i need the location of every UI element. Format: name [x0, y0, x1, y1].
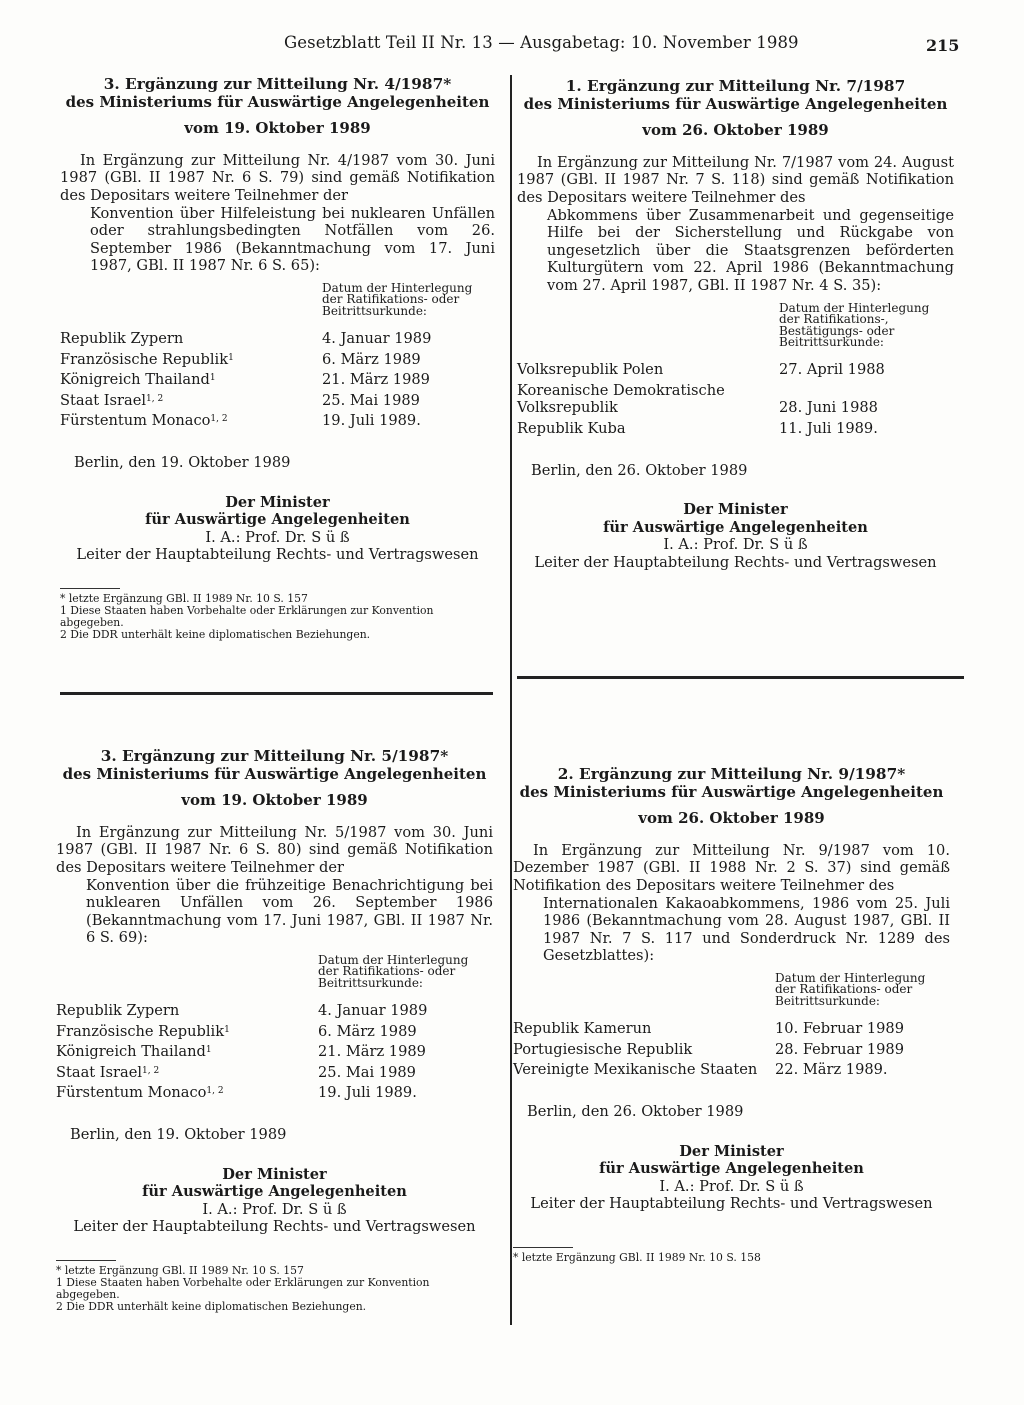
footnote-ref: 1 — [224, 1024, 230, 1035]
state-date: 25. Mai 1989 — [318, 1063, 416, 1081]
state-date: 11. Juli 1989. — [779, 419, 878, 437]
footnote: 2 Die DDR unterhält keine diplomatischen Beziehungen. — [56, 1299, 367, 1313]
state-row — [60, 368, 495, 389]
signature-title: Der Minister — [679, 1142, 784, 1160]
column-heading — [322, 280, 495, 318]
footnotes — [513, 1252, 950, 1264]
signature-role: Leiter der Hauptabteilung Rechts- und Vertragswesen — [76, 546, 479, 564]
place-date: Berlin, den 19. Oktober 1989 — [74, 453, 291, 471]
state-name: Republik Zypern — [60, 330, 184, 348]
state-row — [60, 348, 495, 369]
section-title: 3. Ergänzung zur Mitteilung Nr. 4/1987* — [103, 75, 452, 93]
header-title: Gesetzblatt Teil II Nr. 13 — Ausgabetag: 10. November 1989 — [284, 33, 799, 52]
state-date: 19. Juli 1989. — [318, 1084, 417, 1102]
state-date: 6. März 1989 — [322, 350, 421, 368]
state-row — [60, 389, 495, 410]
signature-role: Leiter der Hauptabteilung Rechts- und Vertragswesen — [534, 553, 937, 571]
column-heading-line: Datum der Hinterlegung — [779, 300, 930, 315]
state-name: Französische Republik — [56, 1022, 225, 1040]
state-row — [60, 409, 495, 430]
section-title: 3. Ergänzung zur Mitteilung Nr. 5/1987* — [100, 747, 449, 765]
state-row — [513, 1058, 950, 1079]
states-list — [56, 999, 493, 1102]
state-name: Französische Republik — [60, 350, 229, 368]
signature-ministry: für Auswärtige Angelegenheiten — [145, 511, 410, 529]
signature-role: Leiter der Hauptabteilung Rechts- und Vertragswesen — [530, 1195, 933, 1213]
section-title: 1. Ergänzung zur Mitteilung Nr. 7/1987 — [565, 77, 906, 95]
footnote-rule — [56, 1260, 116, 1261]
footnote-ref: 1 — [209, 373, 216, 384]
footnote: * letzte Ergänzung GBl. II 1989 Nr. 10 S. 158 — [513, 1250, 761, 1264]
signature-block — [56, 1166, 493, 1236]
state-name: Fürstentum Monaco — [60, 412, 211, 430]
state-row — [517, 417, 954, 438]
signature-ministry: für Auswärtige Angelegenheiten — [142, 1183, 407, 1201]
footnote: 1 Diese Staaten haben Vorbehalte oder Erklärungen zur Konvention abgegeben. — [60, 603, 434, 629]
state-name: Fürstentum Monaco — [56, 1084, 207, 1102]
signature-block — [517, 501, 954, 571]
footnote-rule — [60, 588, 120, 589]
footnote: * letzte Ergänzung GBl. II 1989 Nr. 10 S. 157 — [56, 1263, 304, 1277]
signature-name: I. A.: Prof. Dr. S ü ß — [663, 536, 808, 554]
signature-block — [60, 494, 495, 564]
column-heading-line: der Ratifikations- oder — [775, 982, 913, 997]
intro-paragraph: In Ergänzung zur Mitteilung Nr. 4/1987 vom 30. Juni 1987 (GBl. II 1987 Nr. 6 S. 79) sind gemäß Notifikation des Depositars weitere Teilnehmer der — [60, 151, 495, 204]
state-date: 19. Juli 1989. — [322, 412, 421, 430]
footnote: 1 Diese Staaten haben Vorbehalte oder Erklärungen zur Konvention abgegeben. — [56, 1275, 430, 1301]
treaty-paragraph: Konvention über Hilfeleistung bei nuklearen Unfällen oder strahlungsbedingten Notfällen vom 26. September 1986 (Bekanntmachung vom 17. Juni 1987, GBl. II 1987 Nr. 6 S. 65): — [90, 204, 495, 275]
state-row — [517, 359, 954, 380]
intro-paragraph: In Ergänzung zur Mitteilung Nr. 7/1987 vom 24. August 1987 (GBl. II 1987 Nr. 7 S. 118) sind gemäß Notifikation des Depositars weitere Teilnehmer des — [517, 153, 954, 206]
footnote-ref: 1 — [205, 1045, 212, 1056]
column-heading — [779, 300, 954, 350]
states-list — [517, 359, 954, 438]
footnote: * letzte Ergänzung GBl. II 1989 Nr. 10 S. 157 — [60, 591, 308, 605]
signature-name: I. A.: Prof. Dr. S ü ß — [659, 1177, 804, 1195]
intro-paragraph: In Ergänzung zur Mitteilung Nr. 9/1987 vom 10. Dezember 1987 (GBl. II 1988 Nr. 2 S. 37) sind gemäß Notifikation des Depositars weitere Teilnehmer des — [513, 841, 950, 894]
state-name: Republik Kuba — [517, 419, 626, 437]
state-date: 25. Mai 1989 — [322, 391, 420, 409]
signature-ministry: für Auswärtige Angelegenheiten — [603, 518, 868, 536]
state-name: Königreich Thailand — [60, 371, 210, 389]
section-notice-7-1987 — [517, 78, 954, 571]
place-date: Berlin, den 26. Oktober 1989 — [531, 461, 748, 479]
state-row — [56, 1081, 493, 1102]
signature-ministry: für Auswärtige Angelegenheiten — [599, 1160, 864, 1178]
state-date: 28. Februar 1989 — [775, 1040, 904, 1058]
signature-name: I. A.: Prof. Dr. S ü ß — [202, 1200, 347, 1218]
state-name: Republik Zypern — [56, 1002, 180, 1020]
states-list — [513, 1017, 950, 1079]
state-name: Vereinigte Mexikanische Staaten — [513, 1061, 758, 1079]
column-heading-line: Beitrittsurkunde: — [318, 975, 423, 990]
column-heading-line: Datum der Hinterlegung — [775, 970, 926, 985]
section-divider-right — [517, 676, 964, 679]
state-row — [56, 1061, 493, 1082]
column-heading-line: Bestätigungs- oder — [779, 323, 895, 338]
section-ministry: des Ministeriums für Auswärtige Angelegenheiten — [519, 782, 944, 801]
section-notice-4-1987 — [60, 76, 495, 641]
section-title: 2. Ergänzung zur Mitteilung Nr. 9/1987* — [557, 765, 906, 783]
section-date: vom 19. Oktober 1989 — [184, 119, 371, 138]
place-date: Berlin, den 19. Oktober 1989 — [70, 1125, 287, 1143]
state-row — [56, 1020, 493, 1041]
state-date: 4. Januar 1989 — [318, 1002, 428, 1020]
state-date: 10. Februar 1989 — [775, 1020, 904, 1038]
state-date: 6. März 1989 — [318, 1022, 417, 1040]
column-heading-line: der Ratifikations- oder — [322, 292, 460, 307]
treaty-paragraph: Internationalen Kakaoabkommens, 1986 vom 25. Juli 1986 (Bekanntmachung vom 28. August 1987, GBl. II 1987 Nr. 7 S. 117 und Sonderdruck Nr. 1289 des Gesetzblattes): — [543, 894, 950, 965]
treaty-paragraph: Konvention über die frühzeitige Benachrichtigung bei nuklearen Unfällen vom 26. September 1986 (Bekanntmachung vom 17. Juni 1987, GBl. II 1987 Nr. 6 S. 69): — [86, 876, 493, 947]
footnote-ref: 1, 2 — [146, 393, 164, 404]
state-name: Volksrepublik Polen — [517, 361, 664, 379]
section-ministry: des Ministeriums für Auswärtige Angelegenheiten — [65, 92, 490, 111]
state-name: Staat Israel — [60, 391, 147, 409]
state-date: 4. Januar 1989 — [322, 330, 432, 348]
treaty-paragraph: Abkommens über Zusammenarbeit und gegenseitige Hilfe bei der Sicherstellung und Rückgabe von ungesetzlich über die Staatsgrenzen beförderten Kulturgütern vom 22. April 1986 (Bekanntmachung vom 27. April 1987, GBl. II 1987 Nr. 4 S. 35): — [547, 206, 954, 294]
section-ministry: des Ministeriums für Auswärtige Angelegenheiten — [523, 94, 948, 113]
state-row — [60, 327, 495, 348]
column-heading-line: Beitrittsurkunde: — [779, 335, 884, 350]
column-heading-line: der Ratifikations-, — [779, 312, 889, 327]
state-name: Staat Israel — [56, 1063, 143, 1081]
footnote-ref: 1 — [228, 352, 234, 363]
intro-paragraph: In Ergänzung zur Mitteilung Nr. 5/1987 vom 30. Juni 1987 (GBl. II 1987 Nr. 6 S. 80) sind gemäß Notifikation des Depositars weitere Teilnehmer der — [56, 823, 493, 876]
state-name: Königreich Thailand — [56, 1043, 206, 1061]
states-list — [60, 327, 495, 430]
section-ministry: des Ministeriums für Auswärtige Angelegenheiten — [62, 764, 487, 783]
signature-title: Der Minister — [222, 1165, 327, 1183]
section-date: vom 26. Oktober 1989 — [642, 121, 829, 140]
column-heading-line: Beitrittsurkunde: — [775, 993, 880, 1008]
state-row — [513, 1017, 950, 1038]
state-date: 22. März 1989. — [775, 1061, 888, 1079]
column-heading-line: Datum der Hinterlegung — [318, 952, 469, 967]
page-header — [0, 33, 1024, 57]
section-date: vom 26. Oktober 1989 — [638, 809, 825, 828]
column-divider — [510, 75, 512, 1325]
signature-name: I. A.: Prof. Dr. S ü ß — [205, 528, 350, 546]
signature-title: Der Minister — [683, 501, 788, 519]
page-number: 215 — [926, 36, 960, 55]
state-date: 21. März 1989 — [318, 1043, 426, 1061]
footnote-rule — [513, 1247, 573, 1248]
state-name: Portugiesische Republik — [513, 1040, 693, 1058]
state-name: Koreanische Demokratische Volksrepublik — [517, 381, 725, 417]
section-notice-5-1987 — [56, 748, 493, 1313]
signature-block — [513, 1143, 950, 1213]
state-date: 21. März 1989 — [322, 371, 430, 389]
section-notice-9-1987 — [513, 766, 950, 1264]
signature-title: Der Minister — [225, 493, 330, 511]
column-heading-line: Beitrittsurkunde: — [322, 303, 427, 318]
place-date: Berlin, den 26. Oktober 1989 — [527, 1102, 744, 1120]
state-row — [56, 999, 493, 1020]
column-heading — [775, 970, 950, 1008]
state-row — [56, 1040, 493, 1061]
footnotes — [56, 1265, 493, 1313]
section-date: vom 19. Oktober 1989 — [181, 791, 368, 810]
column-heading — [318, 952, 493, 990]
footnote-ref: 1, 2 — [206, 1086, 224, 1097]
state-date: 28. Juni 1988 — [779, 399, 878, 417]
state-date: 27. April 1988 — [779, 361, 885, 379]
column-heading-line: Datum der Hinterlegung — [322, 280, 473, 295]
state-row — [517, 379, 954, 417]
state-row — [513, 1038, 950, 1059]
footnote: 2 Die DDR unterhält keine diplomatischen Beziehungen. — [60, 627, 371, 641]
footnote-ref: 1, 2 — [142, 1065, 160, 1076]
state-name: Republik Kamerun — [513, 1020, 652, 1038]
column-heading-line: der Ratifikations- oder — [318, 964, 456, 979]
footnote-ref: 1, 2 — [210, 414, 228, 425]
signature-role: Leiter der Hauptabteilung Rechts- und Vertragswesen — [73, 1218, 476, 1236]
section-divider-left — [60, 692, 493, 695]
footnotes — [60, 593, 495, 641]
